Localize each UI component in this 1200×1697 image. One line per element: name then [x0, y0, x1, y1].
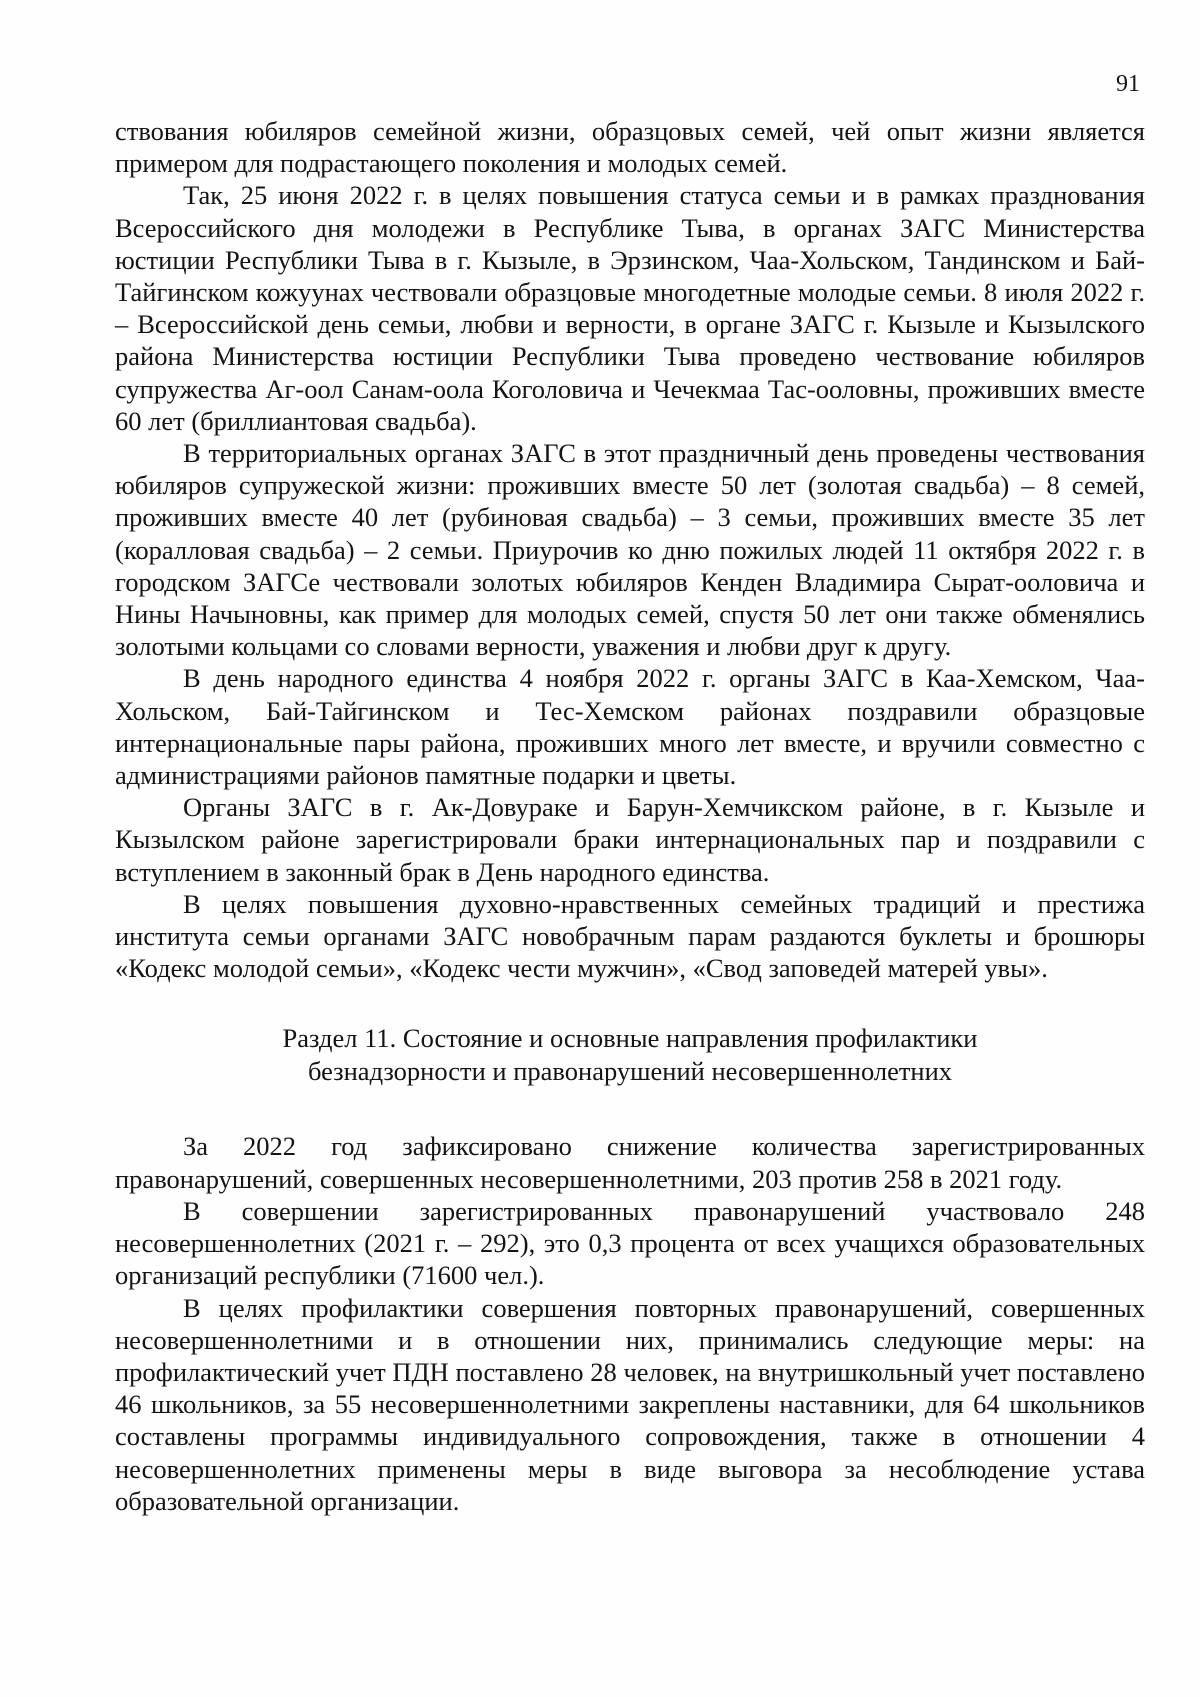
page-number: 91 [1116, 71, 1140, 97]
document-body [115, 115, 1145, 1517]
paragraph: Так, 25 июня 2022 г. в целях повышения статуса семьи и в рамках празднования Всероссийского дня молодежи в Республике Тыва, в органах ЗАГС Министерства юстиции Республики Тыва в г. Кызыле, в Эрзинском, Чаа-Хольском, Тандинском и Бай-Тайгинском кожуунах чествовали образцовые многодетные молодые семьи. 8 июля 2022 г. – Всероссийской день семьи, любви и верности, в органе ЗАГС г. Кызыле и Кызылского района Министерства юстиции Республики Тыва проведено чествование юбиляров супружества Аг-оол Санам-оола Коголовича и Чечекмаа Тас-ооловны, проживших вместе 60 лет (бриллиантовая свадьба). [115, 180, 1145, 436]
paragraph: ствования юбиляров семейной жизни, образцовых семей, чей опыт жизни является примером для подрастающего поколения и молодых семей. [115, 116, 1145, 179]
paragraph: Органы ЗАГС в г. Ак-Довураке и Барун-Хемчикском районе, в г. Кызыле и Кызылском районе зарегистрировали браки интернациональных пар и поздравили с вступлением в законный брак в День народного единства. [115, 792, 1145, 887]
paragraph: В целях профилактики совершения повторных правонарушений, совершенных несовершеннолетними и в отношении них, принимались следующие меры: на профилактический учет ПДН поставлено 28 человек, на внутришкольный учет поставлено 46 школьников, за 55 несовершеннолетними закреплены наставники, для 64 школьников составлены программы индивидуального сопровождения, также в отношении 4 несовершеннолетних применены меры в виде выговора за несоблюдение устава образовательной организации. [115, 1292, 1145, 1516]
section-heading-line: безнадзорности и правонарушений несовершеннолетних [307, 1056, 953, 1087]
paragraph: В совершении зарегистрированных правонарушений участвовало 248 несовершеннолетних (2021 г. – 292), это 0,3 процента от всех учащихся образовательных организаций республики (71600 чел.). [115, 1195, 1145, 1291]
section-heading-line: Раздел 11. Состояние и основные направления профилактики [282, 1023, 978, 1054]
paragraph: В день народного единства 4 ноября 2022 г. органы ЗАГС в Каа-Хемском, Чаа-Хольском, Бай-Тайгинском и Тес-Хемском районах поздравили образцовые интернациональные пары района, проживших много лет вместе, и вручили совместно с администрациями районов памятные подарки и цветы. [115, 663, 1145, 791]
section-heading [115, 1022, 1145, 1088]
paragraph: За 2022 год зафиксировано снижение количества зарегистрированных правонарушений, совершенных несовершеннолетними, 203 против 258 в 2021 году. [115, 1131, 1145, 1194]
paragraph: В территориальных органах ЗАГС в этот праздничный день проведены чествования юбиляров супружеской жизни: проживших вместе 50 лет (золотая свадьба) – 8 семей, проживших вместе 40 лет (рубиновая свадьба) – 3 семьи, проживших вместе 35 лет (коралловая свадьба) – 2 семьи. Приурочив ко дню пожилых людей 11 октября 2022 г. в городском ЗАГСе чествовали золотых юбиляров Кенден Владимира Сырат-ооловича и Нины Начыновны, как пример для молодых семей, спустя 50 лет они также обменялись золотыми кольцами со словами верности, уважения и любви друг к другу. [115, 438, 1145, 662]
paragraph: В целях повышения духовно-нравственных семейных традиций и престижа института семьи органами ЗАГС новобрачным парам раздаются буклеты и брошюры «Кодекс молодой семьи», «Кодекс чести мужчин», «Свод заповедей матерей увы». [115, 888, 1145, 984]
